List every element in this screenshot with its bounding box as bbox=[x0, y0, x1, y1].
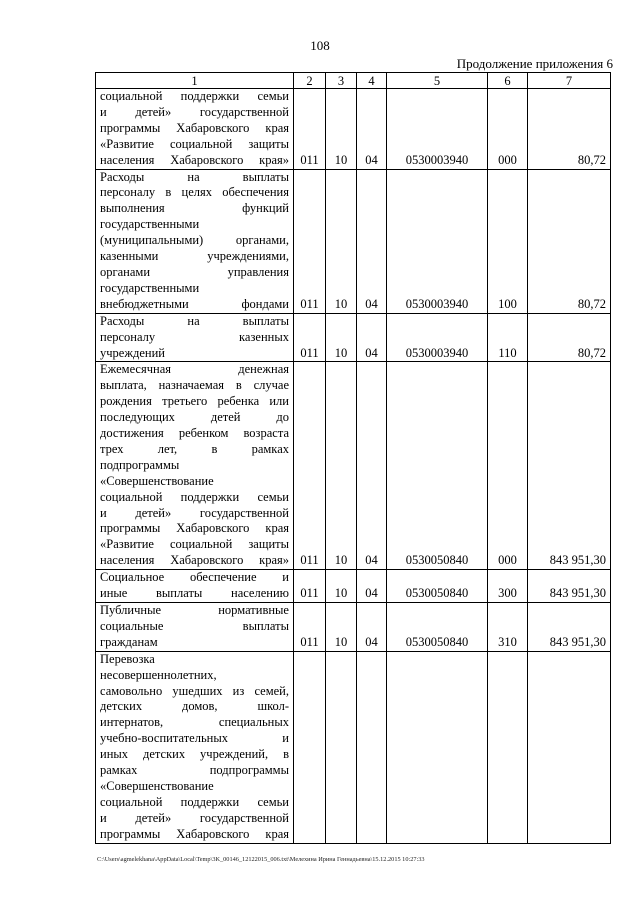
cell-section: 10 bbox=[326, 603, 357, 652]
cell-target-code: 0530050840 bbox=[387, 570, 488, 603]
cell-section: 10 bbox=[326, 362, 357, 570]
cell-expense-type: 000 bbox=[488, 89, 528, 170]
cell-ministry-code: 011 bbox=[294, 603, 326, 652]
cell-subsection: 04 bbox=[357, 362, 387, 570]
col-header-3: 3 bbox=[326, 73, 357, 89]
file-path-footer: C:\Users\agmelekhana\AppData\Local\Temp\3K_00146_12122015_006.txt\Мелехина Ирина Геннадьевна\15.12.2015 10:27:33 bbox=[97, 856, 425, 863]
continuation-label: Продолжение приложения 6 bbox=[456, 56, 613, 71]
cell-amount bbox=[528, 651, 611, 843]
cell-amount: 80,72 bbox=[528, 313, 611, 362]
col-header-2: 2 bbox=[294, 73, 326, 89]
row-description: Социальное обеспечение и иные выплаты населению bbox=[96, 570, 294, 603]
cell-ministry-code: 011 bbox=[294, 169, 326, 313]
cell-ministry-code: 011 bbox=[294, 570, 326, 603]
cell-section: 10 bbox=[326, 169, 357, 313]
cell-amount: 843 951,30 bbox=[528, 570, 611, 603]
cell-amount: 843 951,30 bbox=[528, 603, 611, 652]
col-header-6: 6 bbox=[488, 73, 528, 89]
row-description: Расходы на выплаты персоналу казенных учреждений bbox=[96, 313, 294, 362]
row-description: социальной поддержки семьи и детей» государственной программы Хабаровского края «Развитие социальной защиты населения Хабаровского края» bbox=[96, 89, 294, 170]
budget-table bbox=[95, 72, 611, 844]
table-row bbox=[96, 603, 611, 652]
table-row bbox=[96, 313, 611, 362]
cell-target-code: 0530050840 bbox=[387, 603, 488, 652]
cell-target-code: 0530003940 bbox=[387, 169, 488, 313]
row-description: Расходы на выплаты персоналу в целях обеспечения выполнения функций государственными (муниципальными) органами, казенными учреждениями, органами управления государственными внебюджетными фондами bbox=[96, 169, 294, 313]
row-description: Перевозка несовершеннолетних, самовольно ушедших из семей, детских домов, школ- интернатов, специальных учебно-воспитательных и иных детских учреждений, в рамках подпрограммы «Совершенствование социальной поддержки семьи и детей» государственной программы Хабаровского края bbox=[96, 651, 294, 843]
cell-target-code: 0530050840 bbox=[387, 362, 488, 570]
col-header-1: 1 bbox=[96, 73, 294, 89]
cell-expense-type: 100 bbox=[488, 169, 528, 313]
cell-subsection bbox=[357, 651, 387, 843]
cell-section: 10 bbox=[326, 570, 357, 603]
cell-subsection: 04 bbox=[357, 89, 387, 170]
cell-expense-type: 310 bbox=[488, 603, 528, 652]
cell-subsection: 04 bbox=[357, 570, 387, 603]
header-row bbox=[96, 73, 611, 89]
cell-ministry-code: 011 bbox=[294, 313, 326, 362]
row-description: Ежемесячная денежная выплата, назначаемая в случае рождения третьего ребенка или последующих детей до достижения ребенком возраста трех лет, в рамках подпрограммы «Совершенствование социальной поддержки семьи и детей» государственной программы Хабаровского края «Развитие социальной защиты населения Хабаровского края» bbox=[96, 362, 294, 570]
cell-amount: 843 951,30 bbox=[528, 362, 611, 570]
cell-target-code: 0530003940 bbox=[387, 89, 488, 170]
cell-ministry-code: 011 bbox=[294, 362, 326, 570]
cell-target-code bbox=[387, 651, 488, 843]
col-header-4: 4 bbox=[357, 73, 387, 89]
cell-section: 10 bbox=[326, 89, 357, 170]
cell-section: 10 bbox=[326, 313, 357, 362]
table-row bbox=[96, 362, 611, 570]
cell-target-code: 0530003940 bbox=[387, 313, 488, 362]
col-header-7: 7 bbox=[528, 73, 611, 89]
cell-subsection: 04 bbox=[357, 169, 387, 313]
table-row bbox=[96, 169, 611, 313]
cell-subsection: 04 bbox=[357, 313, 387, 362]
table-row bbox=[96, 651, 611, 843]
row-description: Публичные нормативные социальные выплаты гражданам bbox=[96, 603, 294, 652]
cell-expense-type: 300 bbox=[488, 570, 528, 603]
cell-ministry-code bbox=[294, 651, 326, 843]
page-number: 108 bbox=[310, 38, 330, 53]
cell-ministry-code: 011 bbox=[294, 89, 326, 170]
col-header-5: 5 bbox=[387, 73, 488, 89]
cell-expense-type: 000 bbox=[488, 362, 528, 570]
cell-subsection: 04 bbox=[357, 603, 387, 652]
cell-expense-type bbox=[488, 651, 528, 843]
cell-expense-type: 110 bbox=[488, 313, 528, 362]
cell-amount: 80,72 bbox=[528, 169, 611, 313]
cell-section bbox=[326, 651, 357, 843]
cell-amount: 80,72 bbox=[528, 89, 611, 170]
table-row bbox=[96, 89, 611, 170]
table-row bbox=[96, 570, 611, 603]
